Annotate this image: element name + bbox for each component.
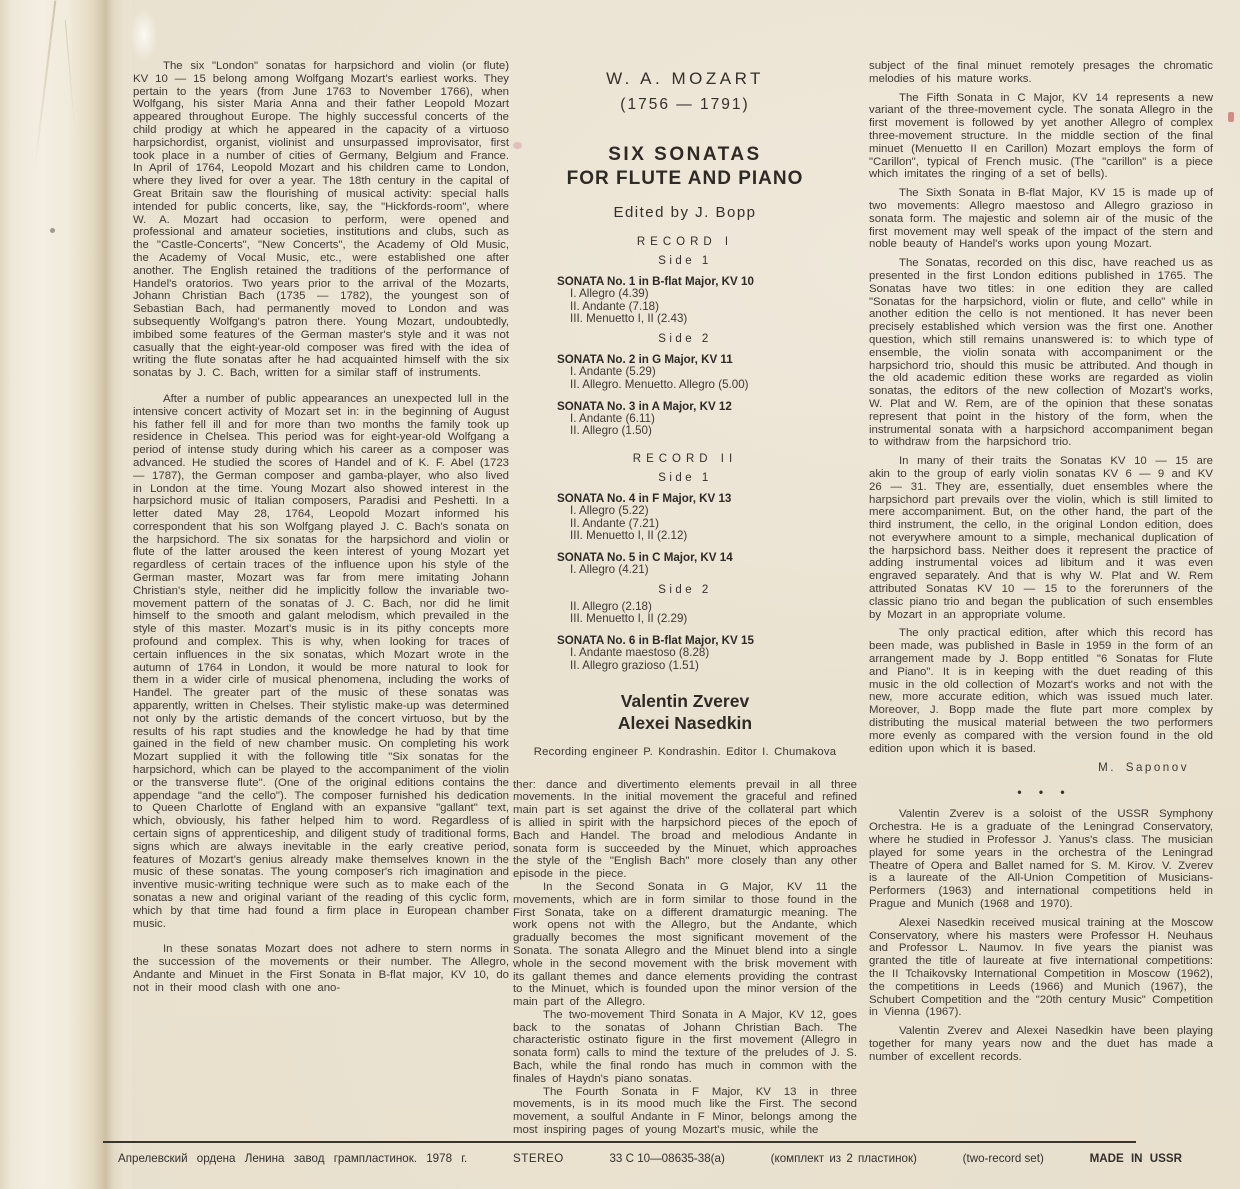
sonata-title: SONATA No. 4 in F Major, KV 13: [557, 491, 732, 505]
paper-speck: [1228, 112, 1234, 122]
paragraph: The only practical edition, after which this record has been made, was published in Basle in 1959 in the form of an arrangement made by J. Bopp entitled "6 Sonatas for Flute and Piano". It is in keeping with the duet reading of this music in the old collection of Mozart's works and not with the new, more accurate edition, which was issued much later. Moreover, J. Bopp made the flute part more complex by distributing the musical material between the two performers more evenly as compared with the version found in the old edition upon which it is based.: [869, 627, 1213, 755]
author-signature: M. Saponov: [1098, 761, 1189, 775]
paragraph: Alexei Nasedkin received musical training at the Moscow Conservatory, where his masters were Professor H. Neuhaus and Professor L. Naumov. In five years the pianist was granted the title of laureate at five international competitions: the II Tchaikovsky International Competition in Moscow (1962), the competitions in Leeds (1966) and Munich (1967), the Schubert Competition and the "20th century Music" Competition in Vienna (1967).: [869, 916, 1213, 1019]
sonata-title: SONATA No. 2 in G Major, KV 11: [557, 353, 733, 367]
record-label: RECORD I: [636, 236, 734, 248]
side-label: Side 1: [658, 471, 712, 484]
sonata-title: SONATA No. 6 in B-flat Major, KV 15: [557, 634, 754, 648]
paragraph: subject of the final minuet remotely presages the chromatic melodies of his mature works.: [869, 60, 1213, 85]
movement: I. Andante (6.11): [570, 411, 655, 425]
footer-catalog-number: 33 C 10—08635-38(a): [609, 1152, 725, 1165]
performer-name: Valentin Zverev: [620, 690, 750, 711]
footer-set-note-russian: (комплект из 2 пластинок): [770, 1152, 917, 1165]
side-label: Side 2: [658, 333, 712, 346]
section-divider-dots: • • •: [1017, 785, 1065, 800]
sonata-title: SONATA No. 1 in B-flat Major, KV 10: [557, 275, 754, 288]
paragraph: Valentin Zverev is a soloist of the USSR Symphony Orchestra. He is a graduate of the Leningrad Conservatory, where he studied in Professor J. Yanus's class. The musician played for some years in the orchestra of the Leningrad Theatre of Opera and Ballet named for S. M. Kirov. V. Zverev is a laureate of the All-Union Competition of Musicians-Performers (1963) and international competitions held in Prague and Munich (1968 and 1970).: [869, 808, 1213, 911]
movement: I. Allegro (4.39): [570, 287, 649, 300]
paper-fold-crease: [0, 0, 132, 1189]
movement: I. Allegro (5.22): [570, 503, 649, 517]
paragraph: After a number of public appearances an unexpected lull in the intensive concert activity of Mozart set in: in the beginning of August his father fell ill and for more than two months the family took up residence in Chelsea. This period was for eight-year-old Wolfgang a period of intense study during which his career as a composer was advanced. He studied the scores of Handel and of K. F. Abel (1723 — 1787), the German composer and gamba-player, who also lived in London at the time. Young Mozart also showed interest in the harpsichord music of Italian composers, Paradisi and Peshetti. In a letter dated May 28, 1764, Leopold Mozart informed his correspondent that his son Wolfgang played J. C. Bach's sonata on the harpsichord. The six sonatas for the harpsichord and violin or flute of the latter aroused the keen interest of young Mozart yet regardless of certain traces of the influence upon his style of the German master, Mozart was far from mere imitating Johann Christian's style, neither did he implicitly follow the invariable two-movement pattern of the sonatas of J. C. Bach, nor did he limit himself to the smooth and galant melodism, which prevailed in the style of this master. Mozart's music is in its pithy concepts more profound and complex. This is why, when looking for traces of certain influences in the six sonatas, which Mozart wrote in the autumn of 1764 in London, it would be more natural to look for them in a wider cirle of musical phenomena, including the works of Handel. The greater part of the music of these sonatas was apparently, written in Chelses. Their stylistic make-up was determined not only by the artistic demands of the concert virtuoso, but by the results of his rapt studies and the knowledge he had by that time gained in the field of new chamber music. On completing his work Mozart supplied it with the following title "Six sonatas for the harpsichord, which can be played to the accompaniment of the violin or the transverse flute". (One of the original editions contains the appendage "and the cello"). The composer furnished his dedication to Queen Charlotte of England with an expansive "gallant" text, which, obviously, his father helped him to word. Regardless of certain signs of apprenticeship, and diligent study of traditional forms, signs which are always inevitable in the early creative period, features of Mozart's genius already make themselves known in the music of these sonatas. The young composer's rich imagination and inventive music-writing technique were such as to make each of the sonatas a new and original variant of the reading of this cyclic form, which by that time had found a firm place in European chamber music.: [133, 392, 509, 930]
paragraph: In these sonatas Mozart does not adhere to stern norms in the succession of the movements or their number. The Allegro, Andante and Minuet in the First Sonata in B-flat major, KV 10, do not in their mood clash with one ano-: [133, 943, 509, 994]
footer-rule: [103, 1141, 1136, 1143]
movement: III. Menuetto I, II (2.43): [570, 312, 688, 326]
composer-years: (1756 — 1791): [620, 96, 750, 113]
footer-made-in-ussr: MADE IN USSR: [1089, 1152, 1182, 1165]
sonata-title: SONATA No. 3 in A Major, KV 12: [557, 399, 732, 413]
album-title-line2: FOR FLUTE AND PIANO: [566, 168, 804, 189]
movement: I. Allegro (4.21): [570, 563, 649, 577]
paragraph: The Fourth Sonata in F Major, KV 13 in three movements, is in its mood much like the First. The second movement, a soulful Andante in F Minor, belongs among the most inspiring pages of young Mozart's music, while the: [513, 1085, 857, 1137]
footer-imprint-row: [118, 1152, 1182, 1165]
footer-set-note-english: (two-record set): [962, 1152, 1044, 1165]
paragraph: The Sixth Sonata in B-flat Major, KV 15 is made up of two movements: Allegro maestoso and Allegro grazioso in sonata form. The majestic and solemn air of the music of the first movement may well speak of the impact of the stern and noble beauty of Handel's works upon young Mozart.: [869, 187, 1213, 251]
album-title-line1: SIX SONATAS: [608, 144, 762, 165]
movement: I. Andante maestoso (8.28): [570, 646, 710, 660]
center-column: [513, 60, 857, 1137]
tracklist: [513, 236, 857, 673]
footer: [0, 1141, 1240, 1165]
recording-credits: Recording engineer P. Kondrashin. Editor I. Chumakova: [533, 745, 837, 758]
paragraph: The Fifth Sonata in C Major, KV 14 represents a new variant of the three-movement cycle. The sonata Allegro in the first movement is followed by yet another Allegro of complex three-movement structure. In the middle section of the final minuet (Menuetto II en Carillon) Mozart employs the form of "Carillon", typical of French music. (The "carillon" is a piece which imitates the ringing of a set of bells).: [869, 91, 1213, 181]
left-column: [133, 60, 509, 1137]
liner-notes-columns: [133, 60, 1213, 1137]
paper-speck: [50, 228, 55, 233]
movement: II. Allegro (1.50): [570, 424, 652, 438]
paragraph: The six "London" sonatas for harpsichord and violin (or flute) KV 10 — 15 belong among Wolfgang Mozart's earliest works. They pertain to the years (from June 1763 to November 1766), when Wolfgang, his sister Maria Anna and their father Leopold Mozart appeared throughout Europe. The highly successful concerts of the child prodigy at which he appeared in the capacity of a virtuoso harpsichordist, organist, violinist and unsurpassed improvisator, first took place in a number of cities of Germany, Belgium and France. In April of 1764, Leopold Mozart and his children came to London, where they lived for over a year. The 18th century in the capital of Great Britain saw the flourishing of musical activity: special halls intended for public concerts, like, say, the "Hickfords-room", where W. A. Mozart had occasion to perform, were opened and professional and amateur societies, institutions and clubs, such as the "Castle-Concerts", "New Concerts", the Academy of Old Music, the Academy of Vocal Music, etc., were established one after another. The English retained the traditions of the performance of Handel's oratorios. Two years prior to the arrival of the Mozarts, Johann Christian Bach (1735 — 1782), the youngest son of Sebastian Bach, had permanently moved to London and was subsequently Wolfgang's patron there. Young Mozart, undoubtedly, imbibed some features of the German master's style and it was not casually that the eight-year-old composer was fired with the idea of writing the flute sonatas after he had acquainted himself with the six sonatas by J. C. Bach, written for a similar staff of instruments.: [133, 60, 509, 380]
movement: III. Menuetto I, II (2.29): [570, 612, 688, 626]
movement: III. Menuetto I, II (2.12): [570, 529, 688, 543]
right-column: [869, 60, 1213, 1137]
record-label: RECORD II: [632, 452, 738, 465]
center-body-text: [513, 779, 857, 1137]
performer-name: Alexei Nasedkin: [617, 712, 753, 733]
paragraph: ther: dance and divertimento elements prevail in all three movements. In the initial movement the graceful and refined main part is set against the drive of the collateral part which is allied in spirit with the harpsichord pieces of the epoch of Bach and Handel. The broad and melodious Andante in sonata form is succeeded by the Minuet, which approaches the style of the "English Bach" more closely than any other episode in the piece.: [513, 778, 857, 881]
footer-pressing-plant: Апрелевский ордена Ленина завод грампластинок. 1978 г.: [118, 1152, 468, 1165]
performers: [513, 690, 857, 734]
edited-by: Edited by J. Bopp: [613, 204, 757, 221]
paragraph: The Sonatas, recorded on this disc, have reached us as presented in the first London editions published in 1765. The Sonatas have two titles: in one edition they are called "Sonatas for the harpsichord, violin or flute, and cello" while in another edition the cello is not mentioned. It has never been precisely established which version was the first one. Another question, which still remains unanswered is: to which type of ensemble, the violin sonata with accompaniment or the harpsichord trio, should this music be attributed. And though in the old academic edition these works are regarded as violin sonatas, the editors of the new collection of Mozart's works, W. Plat and W. Rem, are of the opinion that these sonatas represent that point in the history of the form, when the instrumental sonata with a harpsichord accompaniment began to withdraw from the harpsichord trio.: [869, 257, 1213, 449]
composer-name: W. A. MOZART: [606, 69, 764, 88]
movement: II. Allegro grazioso (1.51): [570, 658, 699, 672]
side-label: Side 2: [658, 583, 712, 596]
paragraph: In many of their traits the Sonatas KV 10 — 15 are akin to the group of early violin sonatas KV 6 — 9 and KV 26 — 31. They are, essentially, duet ensembles where the harpsichord part prevails over the violin, which is still limited to mere accompaniment. But, on the other hand, the part of the third instrument, the cello, in the original London edition, does not everywhere amount to a simple, mechanical duplication of the harpsichord bass. Neither does it represent the practice of adding instrumental voices ad libitum and it was even engraved separately. And that is why W. Plat and W. Rem attributed Sonatas KV 10 — 15 to the forerunners of the classic piano trio and began the publication of such ensembles by Mozart in an appropriate volume.: [869, 455, 1213, 621]
side-label: Side 1: [658, 255, 712, 267]
movement: II. Andante (7.21): [570, 516, 659, 530]
paragraph: In the Second Sonata in G Major, KV 11 the movements, which are in form similar to those found in the First Sonata, take on a different dramaturgic meaning. The work opens not with the Allegro, but the Andante, which gradually becomes the most significant movement of the Sonata. The sonata Allegro and the Minuet blend into a single whole in the second movement with the brisk movement with its gallant themes and dance elements providing the contrast to the Minuet, which is founded upon the minor version of the main part of the Allegro.: [513, 880, 857, 1009]
paragraph: The two-movement Third Sonata in A Major, KV 12, goes back to the sonatas of Johann Christian Bach. The characteristic ostinato figure in the first movement (Allegro in sonata form) calls to mind the texture of the preludes of J. S. Bach, while the final rondo has much in common with the finales of Haydn's piano sonatas.: [513, 1008, 857, 1085]
footer-stereo-label: STEREO: [513, 1152, 564, 1165]
paragraph: Valentin Zverev and Alexei Nasedkin have been playing together for many years now and the duet has made a number of excellent records.: [869, 1025, 1213, 1063]
movement: I. Andante (5.29): [570, 365, 656, 379]
movement: II. Andante (7.18): [570, 299, 659, 313]
sonata-title: SONATA No. 5 in C Major, KV 14: [557, 551, 733, 565]
movement: II. Allegro (2.18): [570, 599, 652, 613]
movement: II. Allegro. Menuetto. Allegro (5.00): [570, 377, 749, 391]
